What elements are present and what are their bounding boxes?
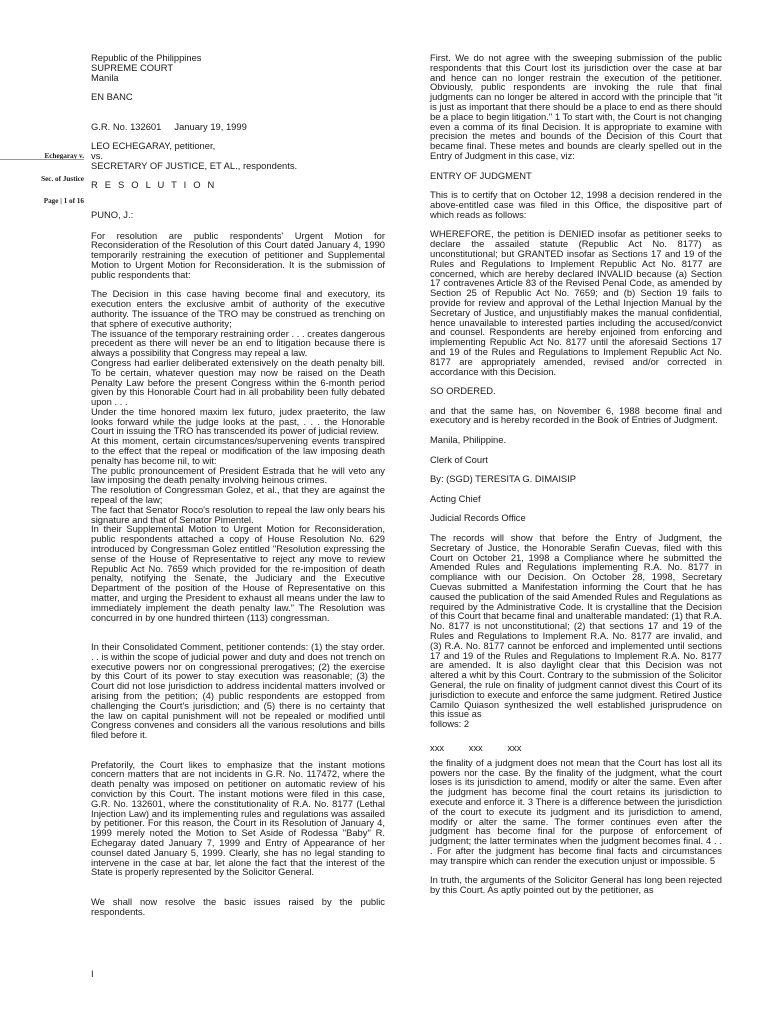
header-block	[91, 53, 385, 82]
division-label: EN BANC	[91, 91, 133, 103]
paragraph: The Decision in this case having become final and executory, its execution enters the exclusive ambit of authority of the executive authority. The issuance of the TRO may be construed as trenching on that sphere of executive authority;	[91, 288, 385, 329]
clerk-line: Clerk of Court	[430, 453, 488, 465]
paragraph: the finality of a judgment does not mean that the Court has lost all its powers nor the case. By the finality of the judgment, what the court loses is its jurisdiction to amend, modify or alter the same. Even after the judgment has become final the court retains its jurisdiction to execute and enforce it. 3 There is a difference between the jurisdiction of the court to execute its judgment and its jurisdiction to amend, modify or alter the same. The former continues even after the judgment has become final for the purpose of enforcement of judgment; the latter terminates when the judgment becomes final. 4 . . . For after the judgment has become final facts and circumstances may transpire which can render the execution unjust or impossible. 5	[430, 756, 722, 866]
margin-divider	[0, 159, 84, 160]
signatory-line: By: (SGD) TERESITA G. DIMAISIP	[430, 473, 577, 485]
office-line: Judicial Records Office	[430, 512, 526, 524]
acting-chief-line: Acting Chief	[430, 492, 481, 504]
paragraph: and that the same has, on November 6, 1988 become final and executory and is hereby recorded in the Book of Entries of Judgment.	[430, 404, 722, 426]
case-number: G.R. No. 132601 January 19, 1999	[91, 120, 247, 132]
paragraph: In truth, the arguments of the Solicitor General has long been rejected by this Court. As aptly pointed out by the petitioner, as	[430, 874, 722, 896]
petitioner-line: LEO ECHEGARAY, petitioner,	[91, 140, 216, 152]
xxx-mark: xxx	[430, 741, 445, 753]
so-ordered: SO ORDERED.	[430, 385, 496, 397]
follows-line: follows: 2	[430, 718, 470, 730]
paragraph: The records will show that before the Entry of Judgment, the Secretary of Justice, the Honorable Serafin Cuevas, filed with this Court on October 21, 1998 a Compliance where he submitted the Amended Rules and Regulations implementing R.A. No. 8177 in compliance with our Decision. On October 28, 1998, Secretary Cuevas submitted a Manifestation informing the Court that he has caused the publication of the said Amended Rules and Regulations as required by the Administrative Code. It is crystalline that the Decision of this Court that became final and unalterable mandated: (1) that R.A. No. 8177 is not unconstitutional; (2) that sections 17 and 19 of the Rules and Regulations to Implement R.A. No. 8177 are invalid, and (3) R.A. No. 8177 cannot be enforced and implemented until sections 17 and 19 of the Rules and Regulations to Implement R.A. No. 8177 are amended. It is also daylight clear that this Decision was not altered a whit by this Court. Contrary to the submission of the Solicitor General, the rule on finality of judgment cannot divest this Court of its jurisdiction to execute and enforce the same judgment. Retired Justice Camilo Quiason synthesized the well established jurisprudence on this issue as	[430, 532, 722, 720]
header-court: SUPREME COURT	[91, 61, 174, 73]
paragraph: In their Consolidated Comment, petitioner contends: (1) the stay order. . . is within the scope of judicial power and duty and does not trench on executive powers nor on congressional prerogatives; (2) the exercise by this Court of its power to stay execution was reasonable; (3) the Court did not lose jurisdiction to address incidental matters involved or arising from the petition; (4) public respondents are estopped from challenging the Court's jurisdiction; and (5) there is no certainty that the law on capital punishment will not be repealed or modified until Congress convenes and considers all the various resolutions and bills filed before it.	[91, 641, 385, 741]
paragraph: Congress had earlier deliberated extensively on the death penalty bill. To be certain, whatever question may now be raised on the Death Penalty Law before the present Congress within the 6-month period given by this Honorable Court had in all probability been fully debated upon . . .	[91, 356, 385, 408]
ponente: PUNO, J.:	[91, 208, 134, 220]
margin-party-petitioner: Echegaray v.	[44, 152, 84, 160]
right-column	[430, 53, 722, 905]
respondent-line: SECRETARY OF JUSTICE, ET AL., respondents.	[91, 159, 298, 171]
paragraph: WHEREFORE, the petition is DENIED insofar as petitioner seeks to declare the assailed statute (Republic Act No. 8177) as unconstitutional; but GRANTED insofar as Sections 17 and 19 of the Rules and Regulations to Implement Republic Act No. 8177 are concerned, which are hereby declared INVALID because (a) Section 17 contravenes Article 83 of the Revised Penal Code, as amended by Section 25 of Republic Act No. 7659; and (b) Section 19 fails to provide for review and approval of the Lethal Injection Manual by the Secretary of Justice, and unjustifiably makes the manual confidential, hence unavailable to interested parties including the accused/convict and counsel. Respondents are hereby enjoined from enforcing and implementing Republic Act No. 8177 until the aforesaid Sections 17 and 19 of the Rules and Regulations to Implement Republic Act No. 8177 are appropriately amended, revised and/or corrected in accordance with this Decision.	[430, 228, 722, 377]
section-numeral: I	[91, 968, 94, 979]
paragraph: Under the time honored maxim lex futuro, judex praeterito, the law looks forward while the judge looks at the past, . . . the Honorable Court in issuing the TRO has transcended its power of judicial review.	[91, 405, 385, 437]
xxx-mark: xxx	[507, 741, 522, 753]
paragraph: The resolution of Congressman Golez, et al., that they are against the repeal of the law;	[91, 484, 385, 506]
left-column	[91, 53, 385, 926]
place-line: Manila, Philippine.	[430, 434, 507, 446]
paragraph: First. We do not agree with the sweeping submission of the public respondents that this Court lost its jurisdiction over the case at bar and hence can no longer restrain the execution of the petitioner. Obviously, public respondents are invoking the rule that final judgments can no longer be altered in accord with the principle that "it is just as important that there should be a place to end as there should be a place to begin litigation." 1 To start with, the Court is not changing even a comma of its final Decision. It is appropriate to examine with precision the metes and bounds of the Decision of this Court that became final. These metes and bounds are clearly spelled out in the Entry of Judgment in this case, viz:	[430, 52, 722, 161]
paragraph: This is to certify that on October 12, 1998 a decision rendered in the above-entitled case was filed in this Office, the dispositive part of which reads as follows:	[430, 189, 722, 220]
paragraph: The public pronouncement of President Estrada that he will veto any law imposing the death penalty involving heinous crimes.	[91, 464, 385, 486]
paragraph: At this moment, certain circumstances/supervening events transpired to the effect that the repeal or modification of the law imposing death penalty has become nil, to wit:	[91, 435, 385, 466]
header-city: Manila	[91, 71, 119, 83]
paragraph: In their Supplemental Motion to Urgent Motion for Reconsideration, public respondents attached a copy of House Resolution No. 629 introduced by Congressman Golez entitled "Resolution expressing the sense of the House of Representative to reject any move to review Republic Act No. 7659 which provided for the re-imposition of death penalty, notifying the Senate, the Judiciary and the Executive Department of the position of the House of Representative on this matter, and urging the President to exhaust all means under the law to immediately implement the death penalty law." The Resolution was concurred in by one hundred thirteen (113) congressman.	[91, 523, 385, 623]
parties-block	[91, 141, 385, 170]
resolution-title: R E S O L U T I O N	[91, 179, 217, 191]
paragraph: For resolution are public respondents' Urgent Motion for Reconsideration of the Resolution of this Court dated January 4, 1990 temporarily restraining the execution of petitioner and Supplemental Motion to Urgent Motion for Reconsideration. It is the submission of public respondents that:	[91, 229, 385, 280]
margin-party-respondent: Sec. of Justice	[41, 175, 84, 183]
xxx-mark: xxx	[468, 741, 483, 753]
margin-page-indicator: Page | 1 of 16	[43, 197, 84, 205]
header-republic: Republic of the Philippines	[91, 52, 202, 63]
ellipsis-marker	[430, 743, 722, 753]
paragraph: Prefatorily, the Court likes to emphasize that the instant motions concern matters that are not incidents in G.R. No. 117472, where the death penalty was imposed on petitioner on automatic review of his conviction by this Court. The instant motions were filed in this case, G.R. No. 132601, where the constitutionality of R.A. No. 8177 (Lethal Injection Law) and its implementing rules and regulations was assailed by petitioner. For this reason, the Court in its Resolution of January 4, 1999 merely noted the Motion to Set Aside of Rodessa "Baby" R. Echegaray dated January 7, 1999 and Entry of Appearance of her counsel dated January 5, 1999. Clearly, she has no legal standing to intervene in the case at bar, let alone the fact that the interest of the State is properly represented by the Solicitor General.	[91, 758, 385, 878]
paragraph: We shall now resolve the basic issues raised by the public respondents.	[91, 895, 385, 917]
paragraph: The fact that Senator Roco's resolution to repeal the law only bears his signature and that of Senator Pimentel.	[91, 503, 385, 525]
paragraph: The issuance of the temporary restraining order . . . creates dangerous precedent as there will never be an end to litigation because there is always a possibility that Congress may repeal a law.	[91, 327, 385, 359]
versus-line: vs.	[91, 149, 103, 161]
entry-of-judgment-heading: ENTRY OF JUDGMENT	[430, 169, 532, 181]
